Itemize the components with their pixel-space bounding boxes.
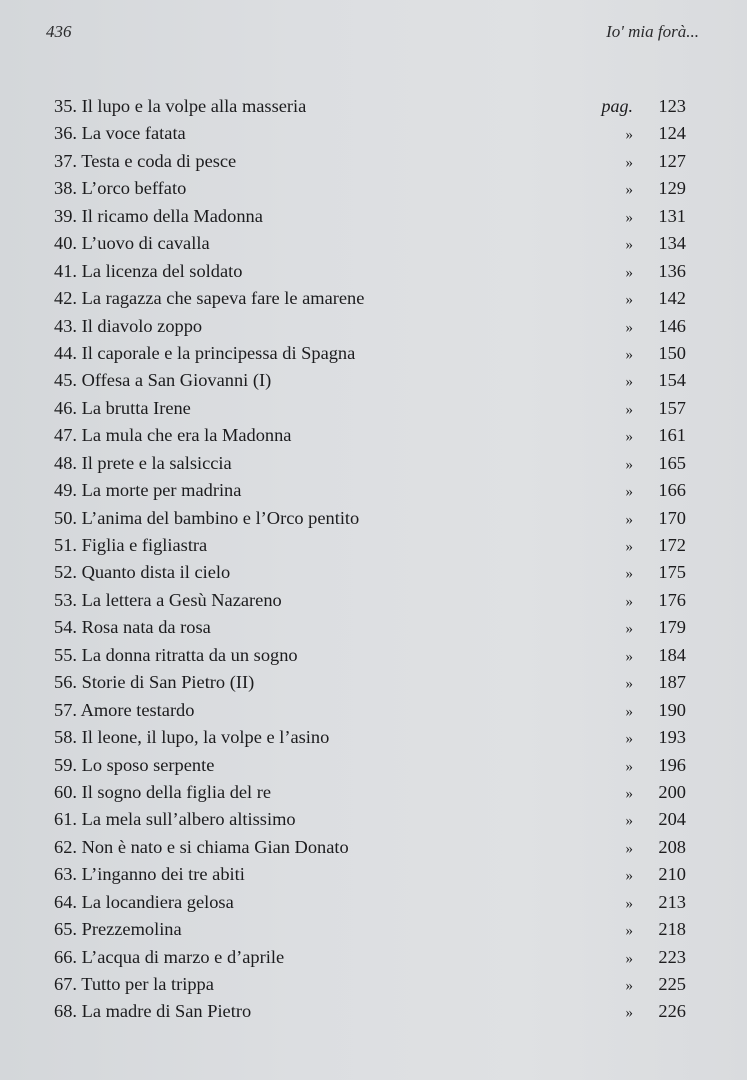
toc-entry (54, 861, 686, 888)
toc-entry-page: 184 (658, 644, 686, 665)
toc-entry-marker: » (625, 868, 633, 885)
toc-entry (54, 669, 686, 696)
toc-entry-title: 43. Il diavolo zoppo (54, 315, 203, 336)
toc-entry-marker: » (625, 484, 633, 501)
toc-entry-marker: » (625, 292, 633, 309)
toc-entry-title: 46. La brutta Irene (54, 397, 191, 418)
toc-entry-page: 225 (658, 974, 686, 994)
toc-entry (54, 93, 686, 120)
toc-entry-marker: » (625, 429, 633, 446)
toc-entry-marker: » (625, 758, 633, 775)
toc-entry-title: 59. Lo sposo serpente (54, 754, 215, 775)
toc-entry-title: 62. Non è nato e si chiama Gian Donato (54, 836, 349, 857)
toc-entry (54, 944, 686, 971)
toc-entry-page: 146 (658, 315, 686, 336)
toc-entry-page: 129 (658, 178, 686, 199)
toc-entry-title: 41. La licenza del soldato (54, 260, 243, 281)
toc-entry-title: 55. La donna ritratta da un sogno (54, 644, 298, 665)
toc-entry-title: 42. La ragazza che sapeva fare le amarene (54, 288, 365, 309)
toc-entry-marker: » (625, 182, 633, 199)
toc-entry-title: 36. La voce fatata (54, 123, 186, 144)
toc-entry (54, 120, 686, 147)
toc-entry (54, 752, 686, 779)
toc-entry-marker: » (625, 950, 633, 967)
toc-entry-marker: » (625, 1005, 633, 1022)
toc-entry-title: 35. Il lupo e la volpe alla masseria (54, 96, 307, 116)
toc-entry-page: 154 (658, 370, 686, 391)
running-title: Io' mia forà... (606, 22, 699, 41)
toc-entry-marker: » (625, 209, 633, 226)
toc-entry (54, 422, 686, 449)
toc-entry-page: 136 (658, 260, 686, 281)
toc-entry-marker: » (625, 895, 633, 912)
toc-entry-title: 67. Tutto per la trippa (54, 974, 214, 994)
toc-entry-marker: » (625, 539, 633, 555)
toc-entry-page: 161 (658, 425, 686, 446)
toc-entry-page: 223 (658, 946, 686, 967)
toc-entry-marker: » (625, 676, 633, 693)
toc-entry-marker: » (625, 456, 633, 473)
toc-entry-title: 39. Il ricamo della Madonna (54, 205, 263, 226)
toc-entry-title: 60. Il sogno della figlia del re (54, 781, 272, 802)
toc-entry-page: 200 (658, 781, 686, 802)
toc-entry-title: 47. La mula che era la Madonna (54, 425, 292, 446)
toc-entry (54, 203, 686, 230)
toc-entry-marker: » (625, 813, 633, 830)
toc-entry-title: 61. La mela sull’albero altissimo (54, 809, 296, 830)
toc-entry-title: 40. L’uovo di cavalla (54, 233, 210, 254)
toc-entry-page: 165 (658, 452, 686, 473)
toc-entry-marker: » (625, 319, 633, 336)
toc-entry-page: 190 (658, 699, 686, 720)
toc-entry (54, 532, 686, 559)
table-of-contents (54, 93, 686, 1026)
toc-entry (54, 175, 686, 202)
toc-entry (54, 258, 686, 285)
toc-entry (54, 285, 686, 312)
toc-entry-marker: » (625, 237, 633, 254)
toc-entry (54, 998, 686, 1025)
toc-entry-title: 57. Amore testardo (54, 699, 195, 720)
toc-entry-page: 213 (658, 891, 686, 912)
toc-entry-marker: » (625, 923, 633, 940)
toc-entry-marker: » (625, 264, 633, 281)
toc-entry-title: 58. Il leone, il lupo, la volpe e l’asino (54, 727, 330, 748)
toc-entry-page: 196 (658, 754, 686, 775)
toc-entry-marker: » (625, 785, 633, 802)
toc-entry-marker: » (625, 840, 633, 857)
toc-entry-title: 52. Quanto dista il cielo (54, 562, 231, 583)
page-number: 436 (46, 22, 72, 41)
toc-entry-title: 66. L’acqua di marzo e d’aprile (54, 946, 285, 967)
toc-entry-page: 131 (658, 205, 686, 226)
toc-entry-title: 38. L’orco beffato (54, 178, 187, 199)
toc-entry (54, 230, 686, 257)
toc-entry-title: 68. La madre di San Pietro (54, 1001, 252, 1022)
toc-entry-marker: » (625, 127, 633, 144)
toc-entry-page: 187 (658, 672, 686, 693)
toc-entry-marker: » (625, 731, 633, 748)
toc-entry-title: 45. Offesa a San Giovanni (I) (54, 370, 272, 391)
toc-entry-marker: » (625, 346, 633, 363)
toc-entry-page: 170 (658, 507, 686, 528)
toc-entry-marker: » (625, 621, 633, 638)
toc-entry (54, 340, 686, 367)
page-header (46, 22, 699, 42)
toc-entry-page: 150 (658, 342, 686, 363)
toc-entry-marker: » (625, 374, 633, 391)
toc-entry-title: 65. Prezzemolina (54, 919, 182, 940)
toc-entry (54, 971, 686, 998)
toc-entry-page: 166 (658, 480, 686, 501)
toc-entry (54, 806, 686, 833)
toc-entry-title: 44. Il caporale e la principessa di Spagna (54, 342, 356, 363)
toc-entry (54, 724, 686, 751)
toc-entry (54, 395, 686, 422)
toc-entry (54, 148, 686, 175)
toc-entry-page: 226 (658, 1001, 686, 1022)
toc-entry-page: 176 (658, 589, 686, 610)
toc-entry-page: 127 (658, 150, 686, 171)
toc-entry-page: 204 (658, 809, 686, 830)
toc-entry-page: 218 (658, 919, 686, 940)
toc-entry-title: 37. Testa e coda di pesce (54, 150, 237, 171)
toc-entry (54, 313, 686, 340)
toc-entry-title: 50. L’anima del bambino e l’Orco pentito (54, 507, 360, 528)
toc-entry-page: 210 (658, 864, 686, 885)
toc-entry-page: 142 (658, 288, 686, 309)
toc-entry-page: 193 (658, 727, 686, 748)
toc-entry-marker: » (625, 511, 633, 528)
toc-entry-marker: » (625, 703, 633, 720)
toc-entry-title: 49. La morte per madrina (54, 480, 242, 501)
toc-entry-page: 124 (658, 123, 686, 144)
toc-entry-marker: pag. (601, 96, 633, 116)
toc-entry-title: 54. Rosa nata da rosa (54, 617, 211, 638)
toc-entry-page: 157 (658, 397, 686, 418)
toc-entry (54, 367, 686, 394)
toc-entry (54, 916, 686, 943)
toc-entry-marker: » (625, 978, 633, 994)
toc-entry-title: 56. Storie di San Pietro (II) (54, 672, 255, 693)
toc-entry-title: 48. Il prete e la salsiccia (54, 452, 232, 473)
toc-entry (54, 587, 686, 614)
toc-entry-page: 179 (658, 617, 686, 638)
toc-entry-page: 123 (658, 96, 686, 116)
toc-entry (54, 834, 686, 861)
toc-entry (54, 697, 686, 724)
toc-entry-page: 208 (658, 836, 686, 857)
toc-entry-page: 175 (658, 562, 686, 583)
toc-entry-title: 64. La locandiera gelosa (54, 891, 234, 912)
toc-entry-marker: » (625, 154, 633, 171)
toc-entry (54, 614, 686, 641)
toc-entry-marker: » (625, 593, 633, 610)
toc-entry-page: 172 (658, 535, 686, 555)
toc-entry-marker: » (625, 648, 633, 665)
toc-entry-title: 63. L’inganno dei tre abiti (54, 864, 245, 885)
toc-entry-marker: » (625, 401, 633, 418)
toc-entry (54, 779, 686, 806)
toc-entry (54, 559, 686, 586)
toc-entry (54, 889, 686, 916)
toc-entry (54, 450, 686, 477)
toc-entry-title: 51. Figlia e figliastra (54, 535, 208, 555)
toc-entry (54, 477, 686, 504)
toc-entry (54, 505, 686, 532)
toc-entry-title: 53. La lettera a Gesù Nazareno (54, 589, 282, 610)
toc-entry (54, 642, 686, 669)
toc-entry-marker: » (625, 566, 633, 583)
toc-entry-page: 134 (658, 233, 686, 254)
